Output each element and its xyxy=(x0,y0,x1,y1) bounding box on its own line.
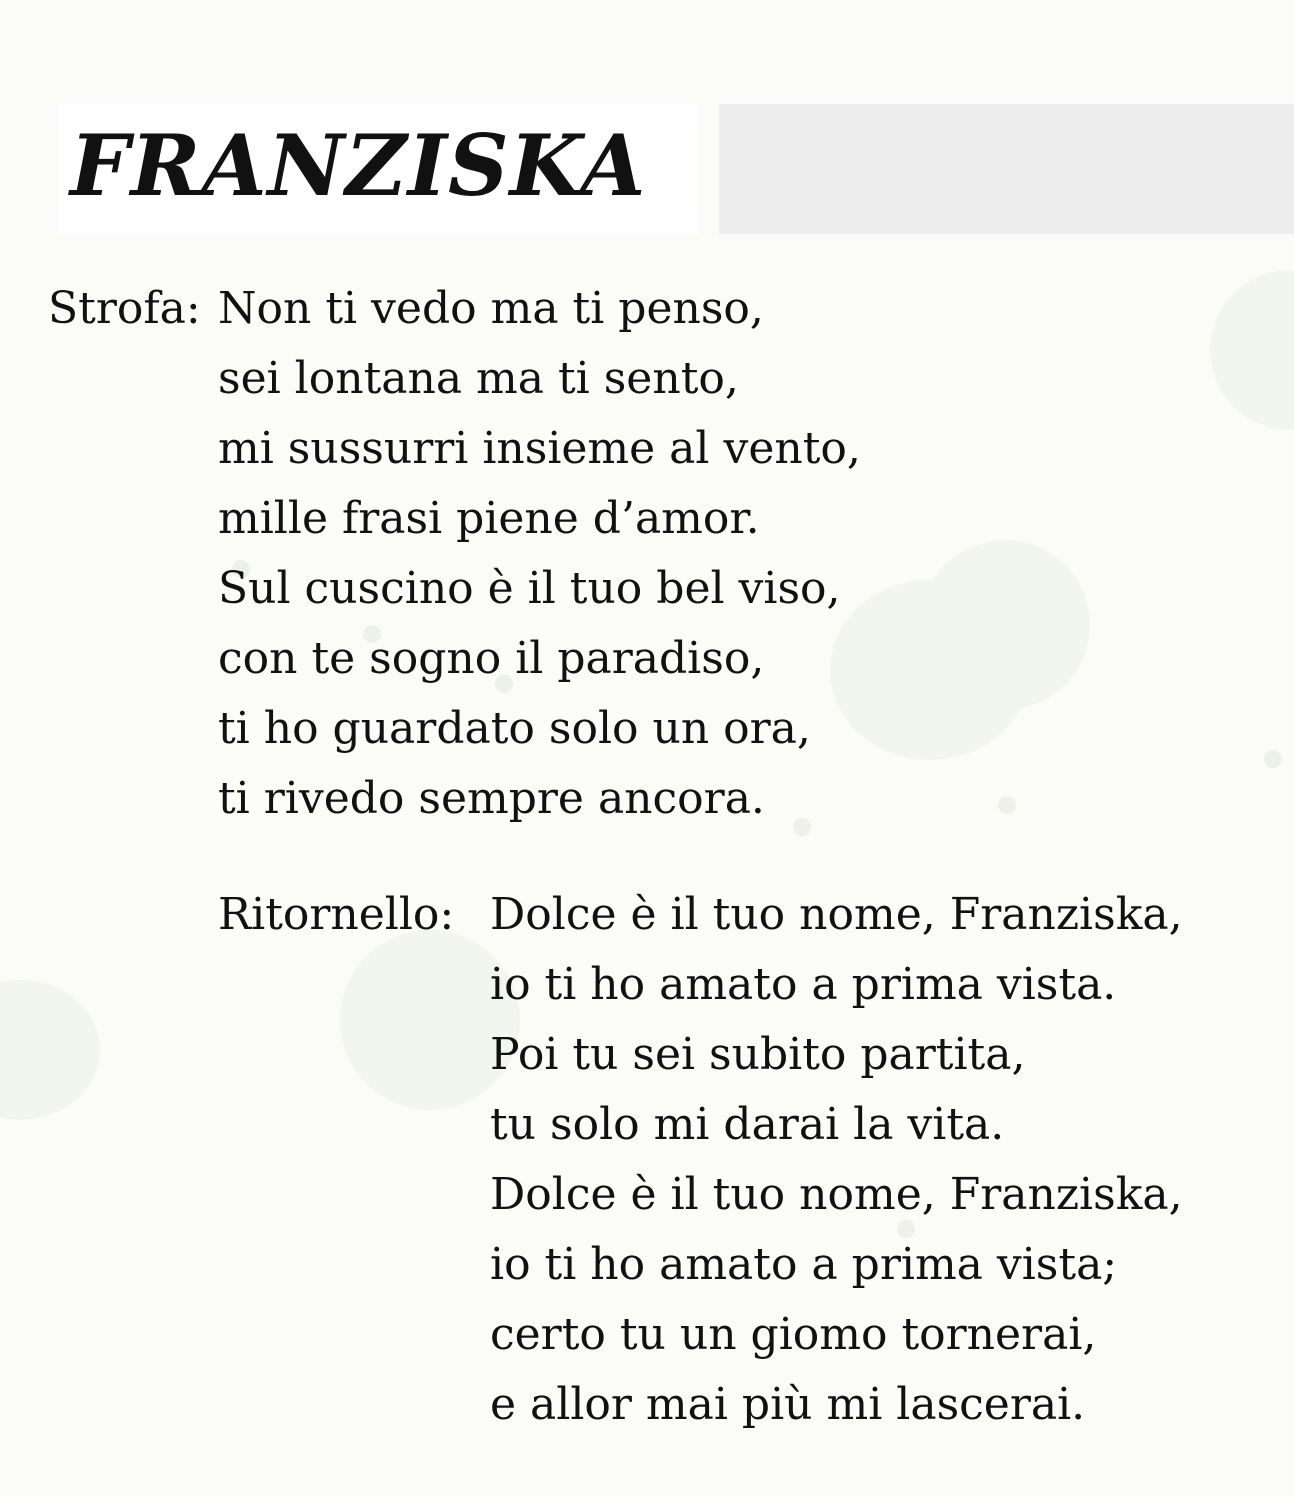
ritornello-line: certo tu un giomo tornerai, xyxy=(490,1309,1097,1360)
strofa-line: Sul cuscino è il tuo bel viso, xyxy=(218,563,841,614)
strofa-line: mille frasi piene d’amor. xyxy=(218,493,760,544)
header-grey-panel xyxy=(719,104,1294,234)
ritornello-line: Dolce è il tuo nome, Franziska, xyxy=(490,1169,1183,1220)
strofa-label: Strofa: xyxy=(48,283,201,334)
strofa-line: mi sussurri insieme al vento, xyxy=(218,423,861,474)
ritornello-verse xyxy=(490,880,1183,1440)
background-dot xyxy=(998,796,1016,814)
ritornello-line: io ti ho amato a prima vista. xyxy=(490,959,1117,1010)
strofa-line: con te sogno il paradiso, xyxy=(218,633,765,684)
strofa-line: ti rivedo sempre ancora. xyxy=(218,773,765,824)
strofa-line: ti ho guardato solo un ora, xyxy=(218,703,811,754)
background-blob xyxy=(0,980,100,1120)
ritornello-line: io ti ho amato a prima vista; xyxy=(490,1239,1118,1290)
ritornello-line: Dolce è il tuo nome, Franziska, xyxy=(490,889,1183,940)
ritornello-line: e allor mai più mi lascerai. xyxy=(490,1379,1086,1430)
strofa-verse xyxy=(218,274,861,834)
background-dot xyxy=(1264,750,1282,768)
background-blob xyxy=(920,540,1090,710)
strofa-line: Non ti vedo ma ti penso, xyxy=(218,283,764,334)
ritornello-line: Poi tu sei subito partita, xyxy=(490,1029,1026,1080)
background-blob xyxy=(1210,270,1294,430)
ritornello-label: Ritornello: xyxy=(218,889,455,940)
ritornello-line: tu solo mi darai la vita. xyxy=(490,1099,1005,1150)
page-title: FRANZISKA xyxy=(70,116,647,215)
strofa-line: sei lontana ma ti sento, xyxy=(218,353,739,404)
